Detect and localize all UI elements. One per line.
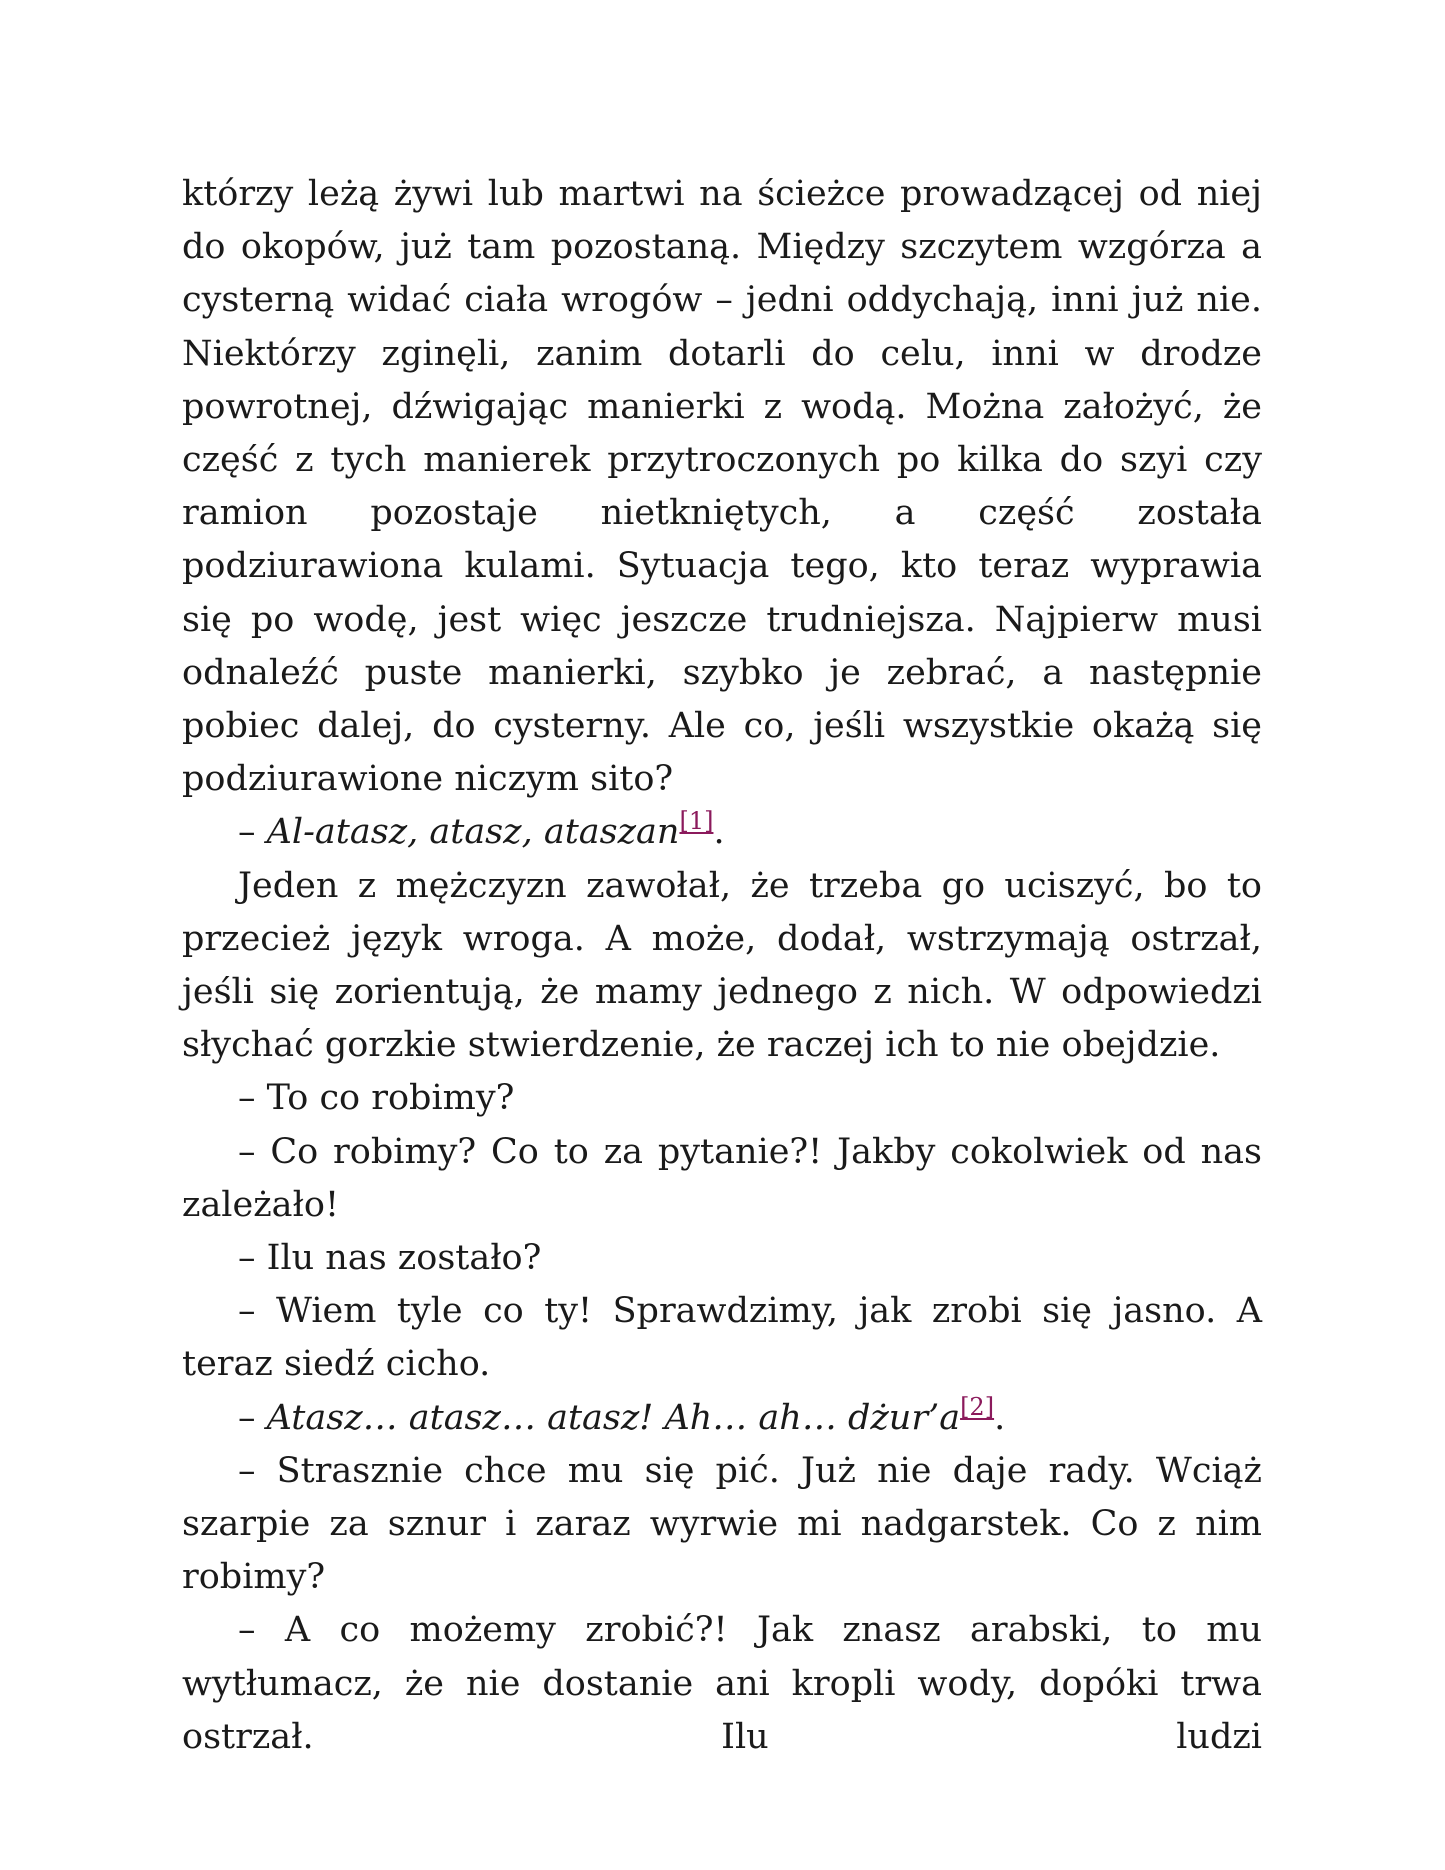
book-page-text [182,168,1262,1764]
period: . [994,1397,1006,1438]
footnote-link-2[interactable]: [2] [960,1392,995,1421]
paragraph: Jeden z mężczyzn zawołał, że trzeba go uciszyć, bo to przecież język wroga. A może, dodał, wstrzymają ostrzał, jeśli się zorientują, że mamy jednego z nich. W odpowiedzi słychać gorzkie stwierdzenie, że raczej ich to nie obejdzie. [182,865,1262,1066]
dash: – [238,1397,267,1438]
footnote-link-1[interactable]: [1] [679,807,714,836]
dialogue-line: – Co robimy? Co to za pytanie?! Jakby cokolwiek od nas zależało! [182,1131,1262,1225]
dialogue-line [182,1392,1262,1445]
arabic-phrase: Al-atasz, atasz, ataszan [266,812,680,853]
dialogue-line: – To co robimy? [238,1078,515,1119]
dialogue-line [182,806,1262,859]
dialogue-line: – A co możemy zrobić?! Jak znasz arabski, to mu wytłumacz, że nie dostanie ani kropli wody, dopóki trwa ostrzał. Ilu ludzi [182,1610,1262,1757]
dialogue-line: – Wiem tyle co ty! Sprawdzimy, jak zrobi się jasno. A teraz siedź cicho. [182,1291,1262,1385]
period: . [713,812,725,853]
dialogue-line: – Strasznie chce mu się pić. Już nie daje rady. Wciąż szarpie za sznur i zaraz wyrwie mi nadgarstek. Co z nim robimy? [182,1450,1262,1598]
dialogue-line: – Ilu nas zostało? [238,1238,542,1279]
dash: – [238,812,267,853]
arabic-phrase: Atasz… atasz… atasz! Ah… ah… dżur’a [266,1397,961,1438]
paragraph: którzy leżą żywi lub martwi na ścieżce prowadzącej od niej do okopów, już tam pozostaną. Między szczytem wzgórza a cysterną widać ciała wrogów – jedni oddychają, inni już nie. Niektórzy zginęli, zanim dotarli do celu, inni w drodze powrotnej, dźwigając manierki z wodą. Można założyć, że część z tych manierek przytroczonych po kilka do szyi czy ramion pozostaje nietkniętych, a część została podziurawiona kulami. Sytuacja tego, kto teraz wyprawia się po wodę, jest więc jeszcze trudniejsza. Najpierw musi odnaleźć puste manierki, szybko je zebrać, a następnie pobiec dalej, do cysterny. Ale co, jeśli wszystkie okażą się podziurawione niczym sito? [182,174,1262,800]
